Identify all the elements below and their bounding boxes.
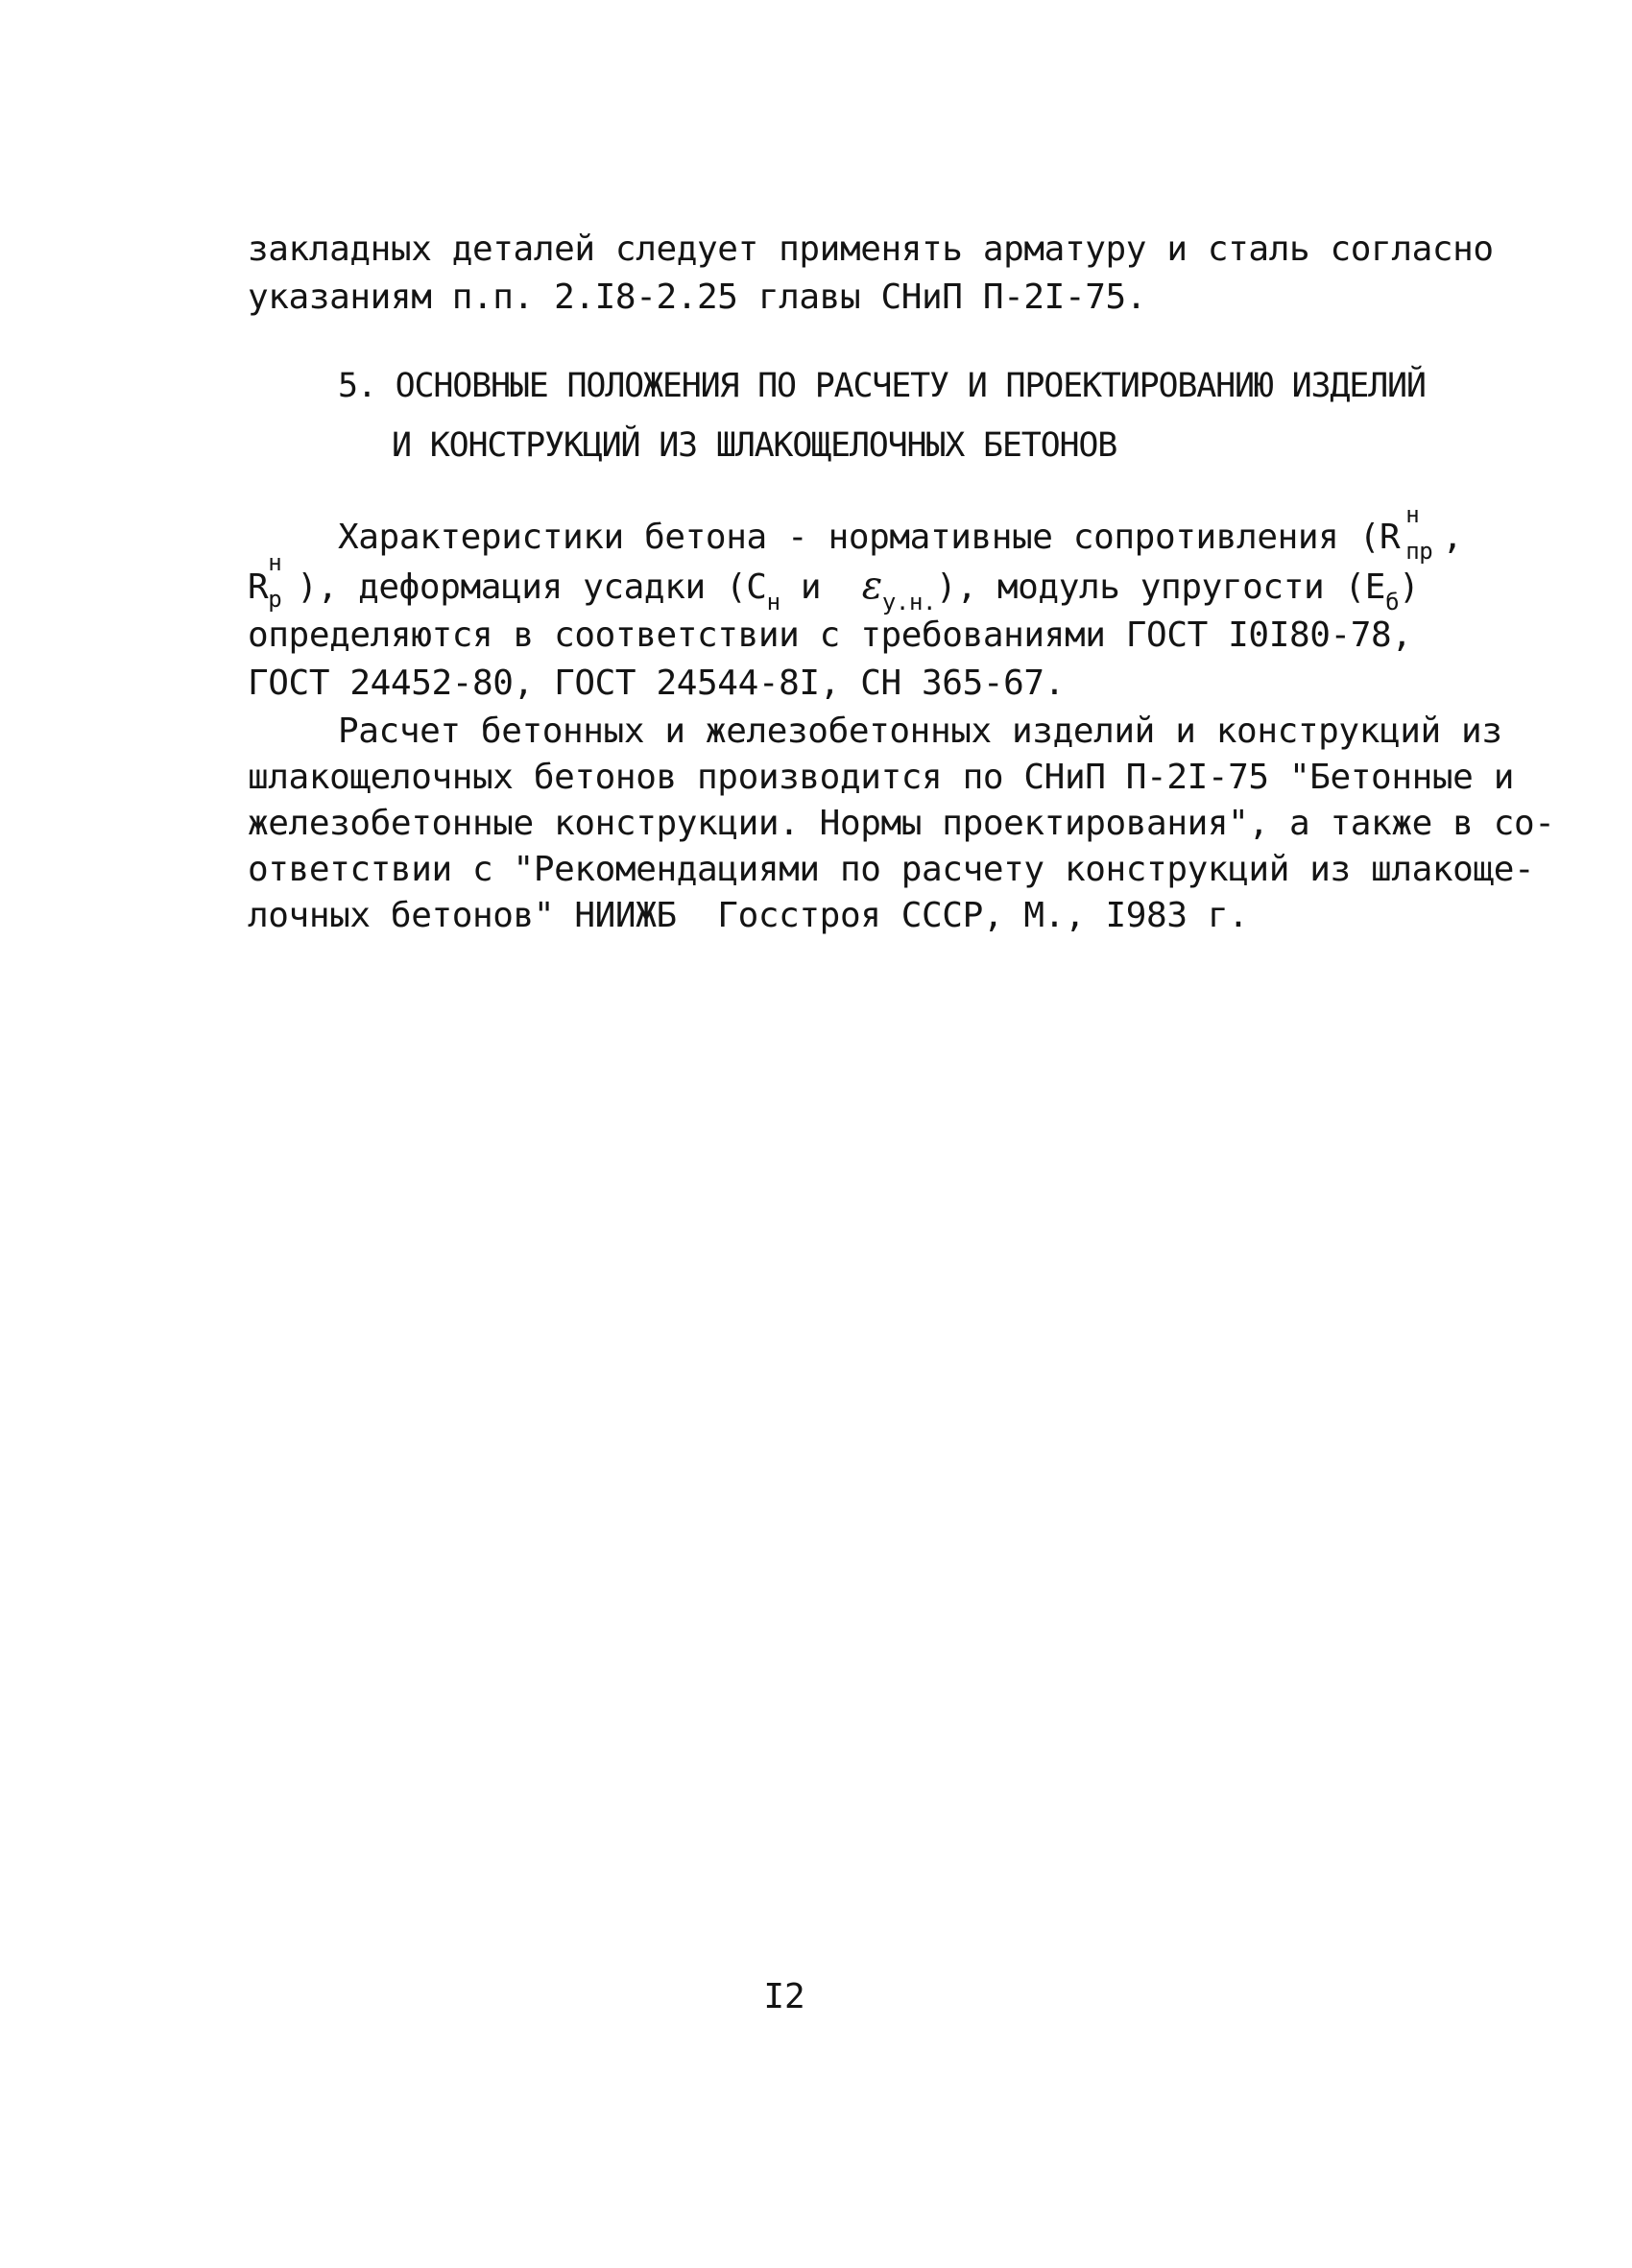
intro-line-2: указаниям п.п. 2.I8-2.25 главы СНиП П-2I-75. — [248, 277, 1147, 317]
para1-line-3: определяются в соответствии с требованиями ГОСТ I0I80-78, — [248, 615, 1412, 655]
page-number: I2 — [763, 1977, 805, 2016]
para1-line-4: ГОСТ 24452-80, ГОСТ 24544-8I, СН 365-67. — [248, 664, 1065, 703]
intro-line-1: закладных деталей следует применять арматуру и сталь согласно — [248, 229, 1494, 269]
para1-line-2: R н р ), деформация усадки ($C_н$ и $\varepsilon_{у.н.}$), модуль упругости $(E_б)$ — [248, 549, 1420, 615]
para1-line-1-text: Характеристики бетона - нормативные сопротивления (R — [338, 518, 1401, 557]
epsilon-symbol: ε — [861, 564, 882, 608]
para2-line-1: Расчет бетонных и железобетонных изделий и конструкций из — [338, 712, 1502, 751]
r-norm-p-symbol: н р — [268, 549, 282, 613]
para2-line-2: шлакощелочных бетонов производится по СНиП П-2I-75 "Бетонные и — [248, 758, 1514, 797]
para2-line-4: ответствии с "Рекомендациями по расчету конструкций из шлакоще- — [248, 850, 1535, 889]
para1-line-1: Характеристики бетона - нормативные сопротивления (R н пр , — [338, 501, 1463, 565]
r-norm-pr-symbol: н пр — [1405, 501, 1433, 565]
section-heading-line-1: 5. ОСНОВНЫЕ ПОЛОЖЕНИЯ ПО РАСЧЕТУ И ПРОЕКТИРОВАНИЮ ИЗДЕЛИЙ — [338, 367, 1426, 405]
section-heading-line-2: И КОНСТРУКЦИЙ ИЗ ШЛАКОЩЕЛОЧНЫХ БЕТОНОВ — [392, 426, 1117, 465]
para2-line-5: лочных бетонов" НИИЖБ Госстроя СССР, М., I983 г. — [248, 896, 1249, 935]
para2-line-3: железобетонные конструкции. Нормы проектирования", а также в со- — [248, 804, 1555, 843]
